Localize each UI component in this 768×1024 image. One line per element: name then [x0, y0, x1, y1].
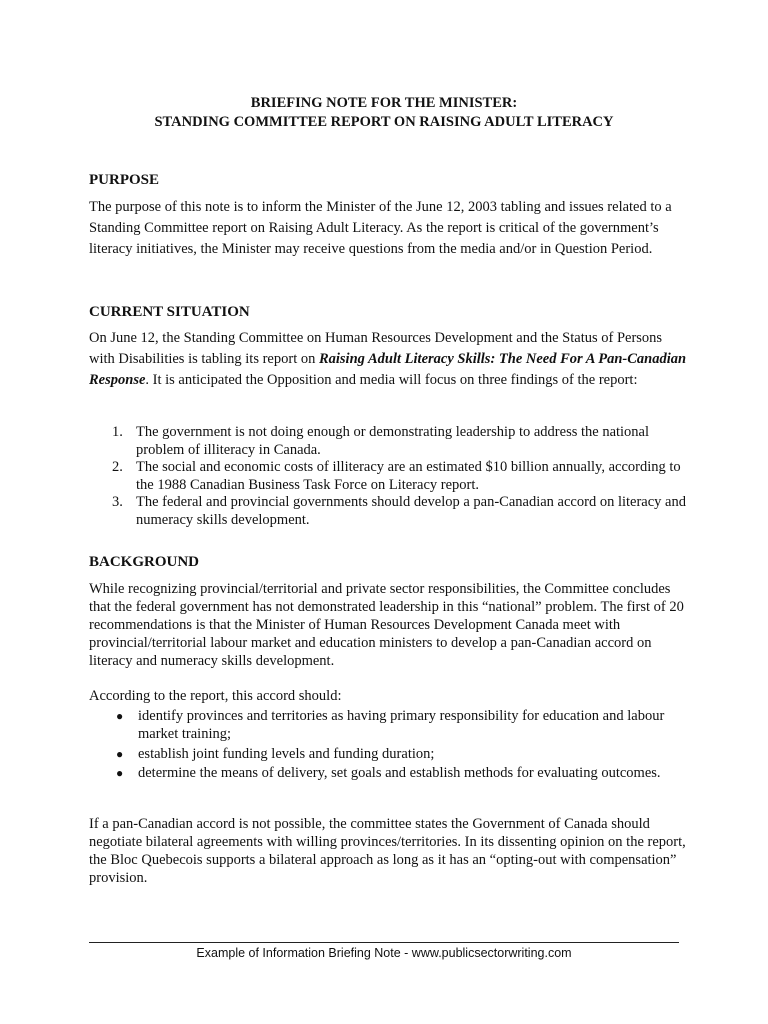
list-item-text: establish joint funding levels and funding duration; — [138, 745, 435, 762]
list-item-text: determine the means of delivery, set goals and establish methods for evaluating outcomes. — [138, 765, 661, 781]
bullet-icon: ● — [116, 766, 124, 780]
findings-list — [112, 424, 687, 529]
list-item-text: identify provinces and territories as having primary responsibility for education and labour market training; — [138, 708, 665, 742]
list-item — [114, 764, 674, 782]
purpose-paragraph: The purpose of this note is to inform the Minister of the June 12, 2003 tabling and issues related to a Standing Committee report on Raising Adult Literacy. As the report is critical of the government’s literacy initiatives, the Minister may receive questions from the media and/or in Question Period. — [89, 199, 672, 257]
background-paragraph-2: According to the report, this accord should: — [89, 688, 342, 704]
list-item — [112, 424, 687, 459]
document-title-line-1: BRIEFING NOTE FOR THE MINISTER: — [250, 95, 518, 111]
bullet-icon: ● — [116, 746, 124, 761]
background-heading: BACKGROUND — [89, 554, 200, 570]
list-item-number: 3. — [112, 494, 123, 510]
bullet-icon: ● — [116, 709, 124, 723]
list-item-text: The federal and provincial governments should develop a pan-Canadian accord on literacy and numeracy skills development. — [136, 494, 686, 528]
background-paragraph-3: If a pan-Canadian accord is not possible, the committee states the Government of Canada should negotiate bilateral agreements with willing provinces/territories. In its dissenting opinion on the report, the Bloc Quebecois supports a bilateral approach as long as it has an “opting-out with compensation” provision. — [89, 816, 686, 886]
list-item — [114, 745, 674, 763]
report-title: Raising Adult Literacy Skills: The Need For A Pan-Canadian Response — [89, 351, 687, 388]
document-title-line-2: STANDING COMMITTEE REPORT ON RAISING ADULT LITERACY — [154, 114, 614, 130]
current-situation-paragraph — [89, 328, 689, 391]
list-item — [114, 707, 674, 743]
list-item-number: 2. — [112, 459, 123, 475]
footer-divider — [89, 942, 679, 943]
current-situation-text-after: . It is anticipated the Opposition and media will focus on three findings of the report: — [145, 372, 638, 388]
list-item — [112, 459, 687, 494]
list-item — [112, 494, 687, 529]
current-situation-heading: CURRENT SITUATION — [89, 304, 250, 320]
list-item-number: 1. — [112, 424, 123, 440]
accord-bullet-list — [114, 707, 674, 784]
background-paragraph-1: While recognizing provincial/territorial and private sector responsibilities, the Committee concludes that the federal government has not demonstrated leadership in this “national” problem. The first of 20 recommendations is that the Minister of Human Resources Development Canada meet with provincial/territorial labour market and education ministers to develop a pan-Canadian accord on literacy and numeracy skills development. — [89, 581, 684, 669]
list-item-text: The social and economic costs of illiteracy are an estimated $10 billion annually, according to the 1988 Canadian Business Task Force on Literacy report. — [136, 459, 681, 493]
current-situation-text-before: On June 12, the Standing Committee on Human Resources Development and the Status of Persons with Disabilities is tabling its report on — [89, 330, 663, 367]
footer-text: Example of Information Briefing Note - www.publicsectorwriting.com — [196, 946, 572, 960]
list-item-text: The government is not doing enough or demonstrating leadership to address the national problem of illiteracy in Canada. — [136, 424, 650, 458]
purpose-heading: PURPOSE — [89, 172, 160, 188]
